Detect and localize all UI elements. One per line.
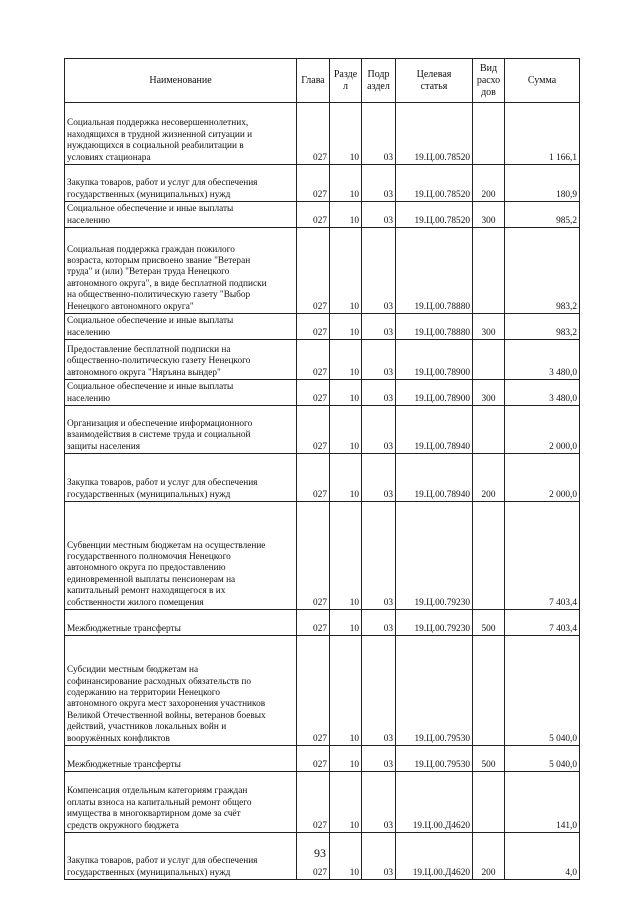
table-header-row [65, 59, 580, 103]
row-podrazdel: 03 [362, 610, 396, 636]
row-glava: 027 [297, 833, 330, 880]
row-podrazdel: 03 [362, 340, 396, 380]
row-vid: 200 [473, 165, 505, 202]
row-name-line: взаимодействия в системе труда и социальной [67, 430, 251, 441]
header-podrazdel [362, 59, 396, 103]
row-name-line: государственных (муниципальных) нужд [67, 867, 231, 878]
row-name-line: Межбюджетные трансферты [67, 759, 181, 770]
row-name-line: софинансирование расходных обязательств по [67, 676, 251, 687]
row-summa: 985,2 [505, 202, 580, 228]
row-name-line: общественно-политическую газету Ненецкого [67, 356, 251, 367]
row-target: 19.Ц.00.Д4620 [396, 833, 473, 880]
row-name-line: Субвенции местным бюджетам на осуществление [67, 540, 266, 551]
row-name [65, 228, 297, 314]
row-name [65, 314, 297, 340]
row-vid [473, 502, 505, 610]
table-row [65, 202, 580, 228]
row-name-line: действий, участников локальных войн и [67, 722, 227, 733]
row-name-line: капитальный ремонт находящегося в их [67, 586, 226, 597]
row-name-line: Ненецкого автономного округа" [67, 301, 194, 312]
row-glava: 027 [297, 340, 330, 380]
row-glava: 027 [297, 772, 330, 833]
row-target: 19.Ц.00.78520 [396, 202, 473, 228]
row-razdel: 10 [330, 454, 362, 502]
row-glava: 027 [297, 380, 330, 406]
row-name-line: Социальная поддержка граждан пожилого [67, 244, 235, 255]
row-summa: 7 403,4 [505, 610, 580, 636]
row-summa: 983,2 [505, 228, 580, 314]
row-razdel: 10 [330, 228, 362, 314]
header-podrazdel-line: аздел [367, 80, 390, 92]
row-name-line: Социальное обеспечение и иные выплаты [67, 316, 234, 327]
row-name-line: имущества в многоквартирном доме за счёт [67, 809, 241, 820]
row-name-line: Закупка товаров, работ и услуг для обеспечения [67, 856, 258, 867]
row-summa: 4,0 [505, 833, 580, 880]
row-razdel: 10 [330, 380, 362, 406]
row-target: 19.Ц.00.78900 [396, 340, 473, 380]
row-name-line: труда" и (или) "Ветеран труда Ненецкого [67, 267, 230, 278]
row-name-line: государственных (муниципальных) нужд [67, 489, 231, 500]
row-name-line: населению [67, 327, 111, 338]
header-glava: Глава [297, 59, 330, 103]
row-target: 19.Ц.00.78940 [396, 454, 473, 502]
row-razdel: 10 [330, 746, 362, 772]
row-name-line: единовременной выплаты пенсионерам на [67, 574, 236, 585]
row-name-line: Предоставление бесплатной подписки на [67, 344, 231, 355]
row-razdel: 10 [330, 165, 362, 202]
budget-table [64, 58, 580, 880]
row-name-line: населению [67, 215, 111, 226]
row-podrazdel: 03 [362, 202, 396, 228]
row-podrazdel: 03 [362, 454, 396, 502]
row-razdel: 10 [330, 406, 362, 454]
row-summa: 5 040,0 [505, 746, 580, 772]
row-vid: 200 [473, 833, 505, 880]
row-podrazdel: 03 [362, 833, 396, 880]
row-vid: 300 [473, 202, 505, 228]
row-target: 19.Ц.00.78940 [396, 406, 473, 454]
row-target: 19.Ц.00.78880 [396, 228, 473, 314]
row-name-line: Социальная поддержка несовершеннолетних, [67, 118, 249, 129]
table-row [65, 406, 580, 454]
table-row [65, 340, 580, 380]
row-summa: 3 480,0 [505, 380, 580, 406]
row-name-line: автономного округа", в виде бесплатной подписки [67, 278, 267, 289]
row-name [65, 103, 297, 165]
row-name [65, 380, 297, 406]
row-summa: 180,9 [505, 165, 580, 202]
row-razdel: 10 [330, 833, 362, 880]
row-razdel: 10 [330, 340, 362, 380]
row-podrazdel: 03 [362, 228, 396, 314]
row-glava: 027 [297, 746, 330, 772]
row-name-line: автономного округа "Няръяна вындер" [67, 367, 221, 378]
row-target: 19.Ц.00.78520 [396, 165, 473, 202]
row-glava: 027 [297, 610, 330, 636]
row-razdel: 10 [330, 636, 362, 746]
row-name-line: содержанию на территории Ненецкого [67, 687, 221, 698]
row-name [65, 454, 297, 502]
row-vid [473, 228, 505, 314]
row-glava: 027 [297, 454, 330, 502]
row-razdel: 10 [330, 610, 362, 636]
row-name-line: вооружённых конфликтов [67, 733, 170, 744]
row-name-line: Социальное обеспечение и иные выплаты [67, 382, 234, 393]
row-podrazdel: 03 [362, 406, 396, 454]
table-row [65, 454, 580, 502]
table-row [65, 636, 580, 746]
row-target: 19.Ц.00.79230 [396, 502, 473, 610]
row-name [65, 340, 297, 380]
row-name-line: оплаты взноса на капитальный ремонт общего [67, 797, 252, 808]
row-summa: 7 403,4 [505, 502, 580, 610]
row-name-line: населению [67, 393, 111, 404]
table-row [65, 746, 580, 772]
row-name-line: государственных (муниципальных) нужд [67, 189, 231, 200]
row-vid [473, 636, 505, 746]
row-name-line: государственного полномочия Ненецкого [67, 551, 231, 562]
row-summa: 3 480,0 [505, 340, 580, 380]
row-vid [473, 772, 505, 833]
row-podrazdel: 03 [362, 746, 396, 772]
table-row [65, 103, 580, 165]
row-name [65, 746, 297, 772]
row-podrazdel: 03 [362, 380, 396, 406]
header-name: Наименование [65, 59, 297, 103]
row-name [65, 772, 297, 833]
row-name-line: условиях стационара [67, 152, 151, 163]
row-summa: 2 000,0 [505, 406, 580, 454]
row-name [65, 610, 297, 636]
row-target: 19.Ц.00.78900 [396, 380, 473, 406]
row-name [65, 202, 297, 228]
table-row [65, 380, 580, 406]
row-podrazdel: 03 [362, 502, 396, 610]
row-name [65, 165, 297, 202]
row-name-line: Компенсация отдельным категориям граждан [67, 786, 248, 797]
row-name-line: на общественно-политическую газету "Выбор [67, 290, 251, 301]
row-target: 19.Ц.00.78880 [396, 314, 473, 340]
row-name-line: возраста, которым присвоено звание "Ветеран [67, 255, 251, 266]
row-vid: 500 [473, 610, 505, 636]
row-vid [473, 406, 505, 454]
row-summa: 141,0 [505, 772, 580, 833]
table-row [65, 314, 580, 340]
row-target: 19.Ц.00.79230 [396, 610, 473, 636]
header-target-line: Целевая [416, 68, 452, 80]
row-razdel: 10 [330, 502, 362, 610]
row-target: 19.Ц.00.79530 [396, 746, 473, 772]
row-name [65, 406, 297, 454]
table-row [65, 165, 580, 202]
row-podrazdel: 03 [362, 636, 396, 746]
row-name-line: Закупка товаров, работ и услуг для обеспечения [67, 478, 258, 489]
row-podrazdel: 03 [362, 165, 396, 202]
row-summa: 5 040,0 [505, 636, 580, 746]
row-name-line: Субсидии местным бюджетам на [67, 665, 199, 676]
row-razdel: 10 [330, 103, 362, 165]
row-podrazdel: 03 [362, 772, 396, 833]
row-name-line: Великой Отечественной войны, ветеранов боевых [67, 710, 266, 721]
row-target: 19.Ц.00.Д4620 [396, 772, 473, 833]
row-glava: 027 [297, 314, 330, 340]
header-vid-line: Вид [479, 62, 498, 74]
row-name-line: собственности жилого помещения [67, 597, 204, 608]
header-podrazdel-line: Подр [367, 68, 390, 80]
row-glava: 027 [297, 228, 330, 314]
row-razdel: 10 [330, 314, 362, 340]
row-vid: 300 [473, 314, 505, 340]
table-row [65, 610, 580, 636]
row-glava: 027 [297, 406, 330, 454]
row-name-line: Межбюджетные трансферты [67, 623, 181, 634]
table-row [65, 772, 580, 833]
row-glava: 027 [297, 165, 330, 202]
header-vid-line: расхо [476, 74, 501, 86]
header-vid [473, 59, 505, 103]
header-target [396, 59, 473, 103]
row-podrazdel: 03 [362, 314, 396, 340]
row-name-line: нуждающихся в социальной реабилитации в [67, 141, 244, 152]
header-vid-line: дов [481, 86, 496, 98]
header-razdel-line: л [343, 80, 348, 92]
row-name [65, 502, 297, 610]
row-razdel: 10 [330, 772, 362, 833]
table-body [65, 103, 580, 880]
row-summa: 983,2 [505, 314, 580, 340]
row-name-line: средств окружного бюджета [67, 820, 179, 831]
row-glava: 027 [297, 636, 330, 746]
page-number: 93 [314, 846, 326, 860]
row-vid: 200 [473, 454, 505, 502]
row-podrazdel: 03 [362, 103, 396, 165]
row-glava: 027 [297, 103, 330, 165]
table-row [65, 228, 580, 314]
row-name [65, 636, 297, 746]
table-row [65, 502, 580, 610]
row-vid [473, 103, 505, 165]
row-target: 19.Ц.00.78520 [396, 103, 473, 165]
row-name-line: находящихся в трудной жизненной ситуации и [67, 129, 253, 140]
row-vid [473, 340, 505, 380]
row-summa: 1 166,1 [505, 103, 580, 165]
row-vid: 300 [473, 380, 505, 406]
row-razdel: 10 [330, 202, 362, 228]
row-name-line: Организация и обеспечение информационного [67, 418, 253, 429]
header-target-line: статья [420, 80, 448, 92]
header-razdel [330, 59, 362, 103]
row-summa: 2 000,0 [505, 454, 580, 502]
header-razdel-line: Разде [333, 68, 358, 80]
row-name-line: автономного округа по предоставлению [67, 563, 226, 574]
row-name-line: Закупка товаров, работ и услуг для обеспечения [67, 178, 258, 189]
header-summa: Сумма [505, 59, 580, 103]
row-glava: 027 [297, 202, 330, 228]
row-name-line: Социальное обеспечение и иные выплаты [67, 204, 234, 215]
row-target: 19.Ц.00.79530 [396, 636, 473, 746]
row-vid: 500 [473, 746, 505, 772]
row-name-line: защиты населения [67, 441, 141, 452]
row-glava: 027 [297, 502, 330, 610]
row-name-line: автономного округа мест захоронения участников [67, 699, 266, 710]
